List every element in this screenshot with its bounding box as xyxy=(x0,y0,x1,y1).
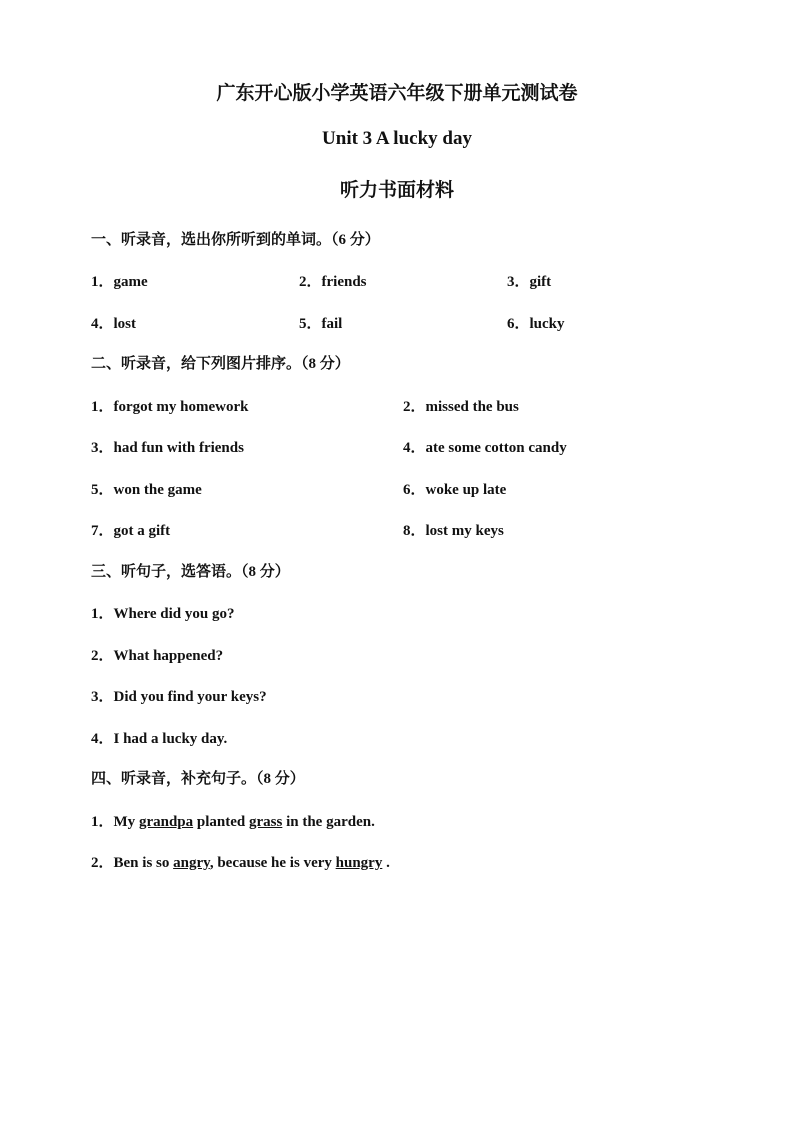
list-item: 5．won the game xyxy=(91,482,202,498)
sentence-text: , because he is very xyxy=(209,855,336,871)
list-item: 2．missed the bus xyxy=(403,399,519,415)
sentence-number: 2． xyxy=(91,855,114,871)
fill-sentence xyxy=(91,851,390,872)
section-2-heading: 二、听录音，给下列图片排序。（8 分） xyxy=(91,356,350,372)
list-item: 5．fail xyxy=(299,316,343,332)
answer-blank: grandpa xyxy=(138,814,194,830)
sentence-text: planted xyxy=(193,814,249,830)
list-item: 8．lost my keys xyxy=(403,523,504,539)
list-item: 6．lucky xyxy=(507,316,565,332)
list-item: 3．gift xyxy=(507,274,552,290)
list-item: 2．friends xyxy=(299,274,367,290)
sentence-text: My xyxy=(113,814,139,830)
sentence-text: Ben is so xyxy=(113,855,174,871)
answer-blank: grass xyxy=(248,814,283,830)
list-item: 4．ate some cotton candy xyxy=(403,440,567,456)
list-item: 3．Did you find your keys? xyxy=(91,689,267,705)
list-item: 6．woke up late xyxy=(403,482,507,498)
page-title: 广东开心版小学英语六年级下册单元测试卷 xyxy=(216,83,578,104)
sentence-text: in the garden. xyxy=(282,814,375,830)
sentence-number: 1． xyxy=(91,814,114,830)
answer-blank: angry xyxy=(173,855,210,871)
list-item: 3．had fun with friends xyxy=(91,440,244,456)
section-3-heading: 三、听句子，选答语。（8 分） xyxy=(91,564,290,580)
list-item: 4．I had a lucky day. xyxy=(91,731,228,747)
section-1-heading: 一、听录音，选出你所听到的单词。（6 分） xyxy=(91,232,380,248)
section-4-heading: 四、听录音，补充句子。（8 分） xyxy=(91,771,305,787)
fill-sentence xyxy=(91,810,375,831)
list-item: 1．forgot my homework xyxy=(91,399,249,415)
list-item: 1．Where did you go? xyxy=(91,606,235,622)
sentence-text: . xyxy=(382,855,390,871)
list-item: 2．What happened? xyxy=(91,648,224,664)
answer-blank: hungry xyxy=(335,855,383,871)
list-item: 7．got a gift xyxy=(91,523,171,539)
unit-title: Unit 3 A lucky day xyxy=(322,128,472,149)
page-subtitle: 听力书面材料 xyxy=(339,180,454,201)
list-item: 4．lost xyxy=(91,316,137,332)
list-item: 1．game xyxy=(91,274,148,290)
